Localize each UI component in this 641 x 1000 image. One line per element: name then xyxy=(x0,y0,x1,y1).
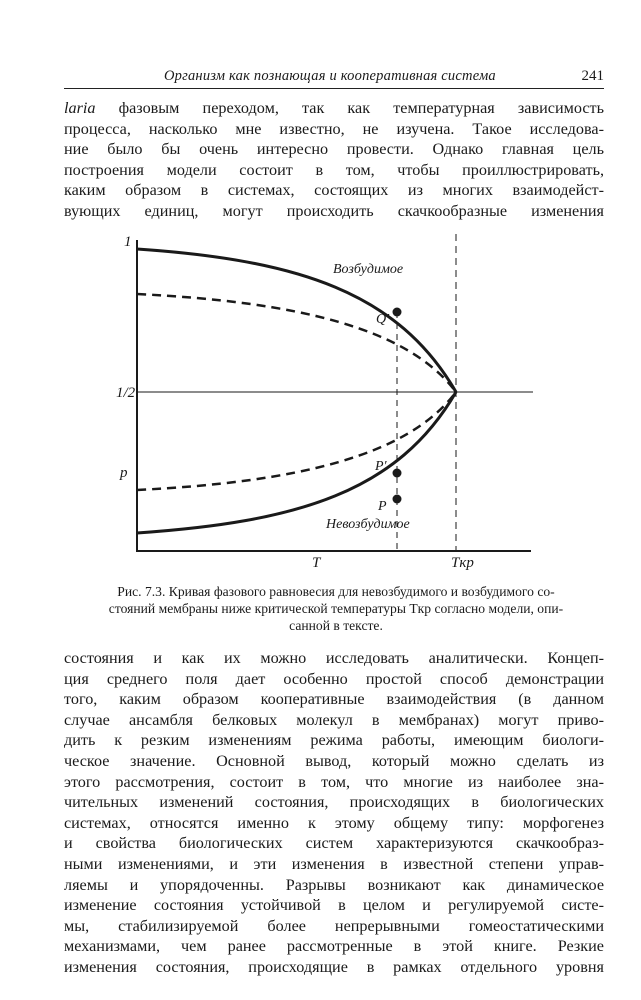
nonexcitable-label: Невозбудимое xyxy=(326,517,410,532)
figure-caption xyxy=(76,583,596,634)
y-tick-half: 1/2 xyxy=(116,385,136,401)
text-line: построения модели состоит в том, чтобы проиллюстрировать, xyxy=(64,160,604,179)
point-p-prime-label: P′ xyxy=(375,459,387,474)
caption-line: санной в тексте. xyxy=(289,618,383,633)
phase-diagram-figure xyxy=(108,230,548,580)
x-label-t: T xyxy=(312,555,321,571)
header-rule xyxy=(64,88,604,89)
point-p-prime-marker xyxy=(393,469,402,478)
nonexcitable-curve xyxy=(137,392,456,533)
point-q-prime-marker xyxy=(393,308,402,317)
point-p-marker xyxy=(393,495,402,504)
paragraph-bottom xyxy=(64,648,604,978)
text-line: изменение состояния устойчивой в целом и регулируемой систе- xyxy=(64,896,604,915)
text-line: чительных изменений состояния, происходящих в биологических xyxy=(64,793,604,812)
text-line: изменения состояния, происходящие в рамках отдельного уровня xyxy=(64,957,604,976)
text-line: состояния и как их можно исследовать аналитически. Концеп- xyxy=(64,649,604,667)
upper-dashed-curve xyxy=(137,294,456,392)
y-tick-p: p xyxy=(120,465,128,481)
caption-line: Рис. 7.3. Кривая фазового равновесия для невозбудимого и возбудимого со- xyxy=(117,584,555,599)
text-line: ляемы и упорядоченны. Разрывы возникают как динамическое xyxy=(64,875,604,894)
text-line: системах, относятся именно к этому общему типу: морфогенез xyxy=(64,813,604,832)
page-number: 241 xyxy=(581,68,604,84)
italic-word: laria xyxy=(64,99,96,117)
x-label-tkr: Tкр xyxy=(451,555,474,571)
text-line: случае ансамбля белковых молекул в мембранах) могут приво- xyxy=(64,710,604,729)
text-line: ция среднего поля дает особенно простой способ демонстрации xyxy=(64,669,604,688)
text-line: мы, стабилизируемой более непрерывными гомеостатическими xyxy=(64,916,604,935)
excitable-label: Возбудимое xyxy=(333,262,404,277)
point-q-prime-label: Q′ xyxy=(376,312,390,327)
text-line: ными изменениями, и эти изменения в известной степени управ- xyxy=(64,854,604,873)
text-line: ние было бы очень интересно провести. Однако главная цель xyxy=(64,140,604,159)
page-header xyxy=(64,66,604,88)
text-line: ческое значение. Основной вывод, который можно сделать из xyxy=(64,751,604,770)
y-tick-1: 1 xyxy=(124,234,132,250)
text-line: механизмами, чем ранее рассмотренные в этой книге. Резкие xyxy=(64,937,604,956)
running-title: Организм как познающая и кооперативная система xyxy=(164,68,496,84)
phase-diagram-svg xyxy=(108,230,548,580)
text-line: дить к резким изменениям режима работы, имеющим биологи- xyxy=(64,731,604,750)
text-line: и свойства биологических систем характеризуются скачкообраз- xyxy=(64,834,604,853)
text-line: этого рассмотрения, состоит в том, что многие из наиболее зна- xyxy=(64,772,604,791)
point-p-label: P xyxy=(378,499,387,514)
text-line: вующих единиц, могут происходить скачкообразные изменения xyxy=(64,201,604,220)
text-line: процесса, насколько мне известно, не изучена. Такое исследова- xyxy=(64,119,604,138)
paragraph-top xyxy=(64,98,604,222)
lower-dashed-curve xyxy=(137,392,456,490)
excitable-curve xyxy=(137,249,456,392)
text-line: того, каким образом кооперативные взаимодействия (в данном xyxy=(64,690,604,709)
text-line: laria фазовым переходом, так как температурная зависимость xyxy=(64,99,604,117)
text-line: каким образом в системах, состоящих из многих взаимодейст- xyxy=(64,181,604,200)
caption-line: стояний мембраны ниже критической температуры Tкр согласно модели, опи- xyxy=(108,601,564,616)
